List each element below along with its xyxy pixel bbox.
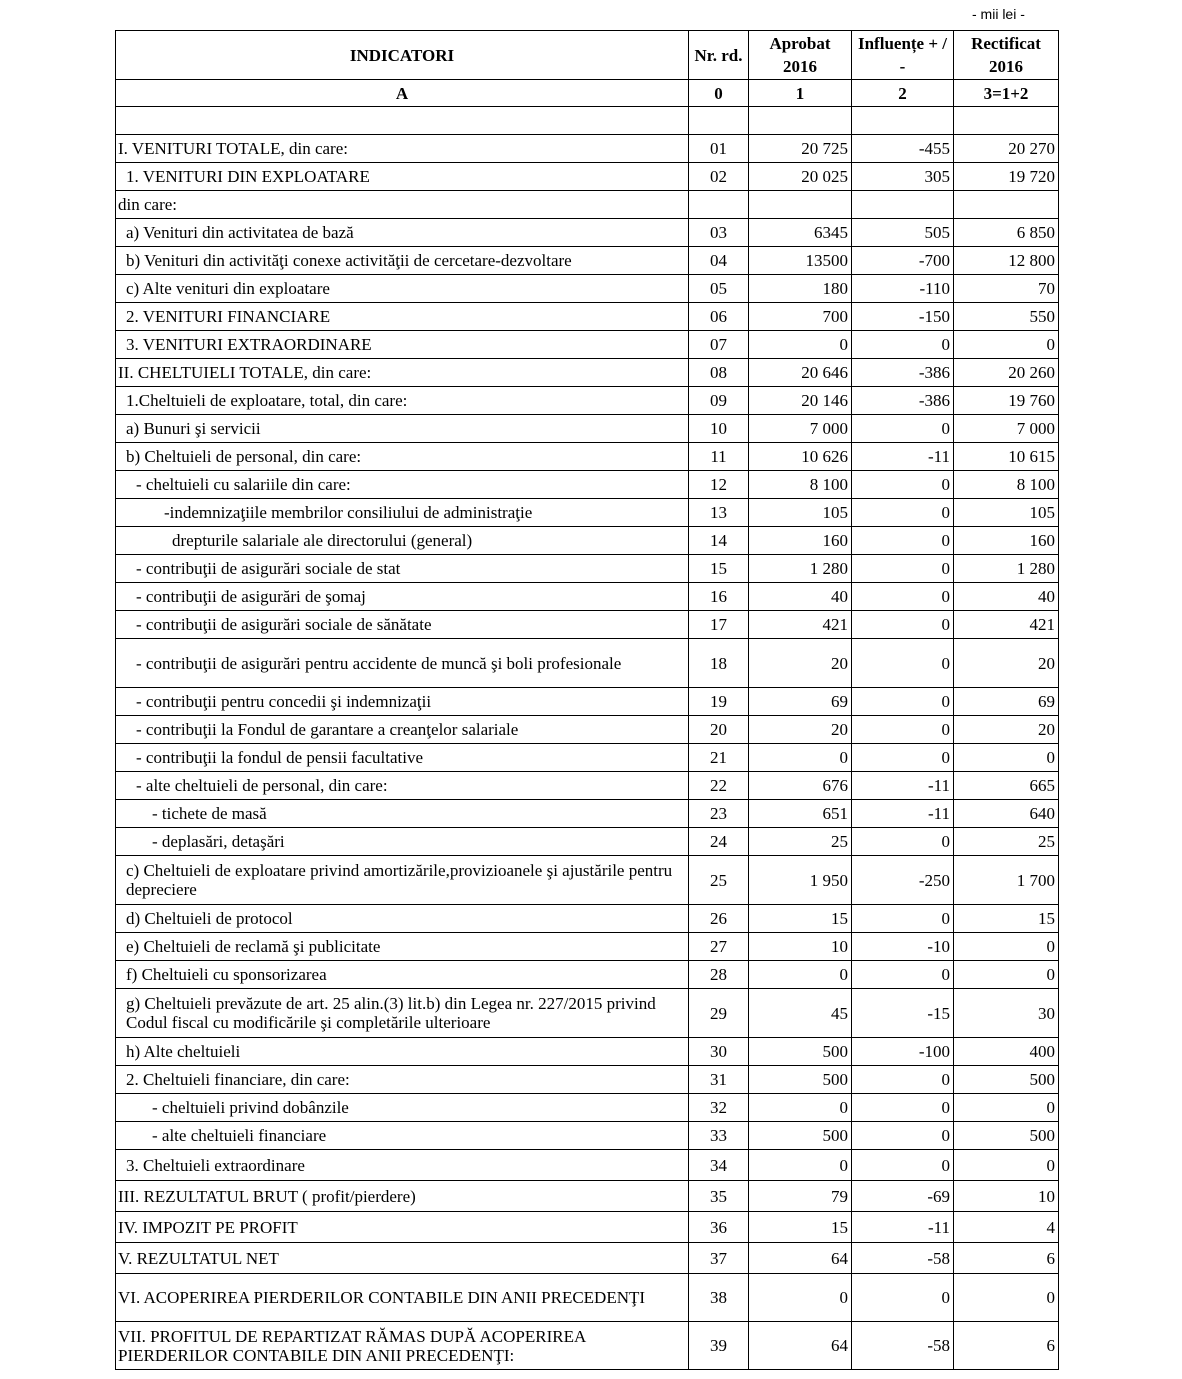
column-code: 2 (852, 80, 954, 107)
row-label: - alte cheltuieli de personal, din care: (116, 772, 689, 800)
value-rectificat: 105 (954, 499, 1059, 527)
value-rectificat: 400 (954, 1038, 1059, 1066)
value-rectificat: 12 800 (954, 247, 1059, 275)
row-number: 23 (689, 800, 749, 828)
row-number: 26 (689, 905, 749, 933)
value-rectificat: 0 (954, 1274, 1059, 1322)
row-number: 29 (689, 989, 749, 1038)
value-rectificat: 665 (954, 772, 1059, 800)
value-influente (852, 107, 954, 135)
value-influente: -386 (852, 387, 954, 415)
row-label: 3. VENITURI EXTRAORDINARE (116, 331, 689, 359)
value-influente: 0 (852, 583, 954, 611)
row-number: 05 (689, 275, 749, 303)
value-aprobat: 45 (749, 989, 852, 1038)
row-label: - contribuţii de asigurări de şomaj (116, 583, 689, 611)
row-label: e) Cheltuieli de reclamă şi publicitate (116, 933, 689, 961)
value-rectificat: 550 (954, 303, 1059, 331)
value-aprobat: 500 (749, 1122, 852, 1150)
row-number: 22 (689, 772, 749, 800)
row-number: 01 (689, 135, 749, 163)
row-label: - alte cheltuieli financiare (116, 1122, 689, 1150)
value-aprobat: 0 (749, 331, 852, 359)
value-influente: 0 (852, 527, 954, 555)
row-label: I. VENITURI TOTALE, din care: (116, 135, 689, 163)
column-code: 0 (689, 80, 749, 107)
value-influente: 0 (852, 828, 954, 856)
value-influente: 0 (852, 1122, 954, 1150)
table-row (116, 107, 1059, 135)
row-number: 19 (689, 688, 749, 716)
header-row (116, 31, 1059, 80)
value-rectificat: 20 (954, 639, 1059, 688)
row-label: V. REZULTATUL NET (116, 1243, 689, 1274)
row-label: 3. Cheltuieli extraordinare (116, 1150, 689, 1181)
table-row (116, 359, 1059, 387)
value-aprobat: 6345 (749, 219, 852, 247)
value-rectificat: 20 260 (954, 359, 1059, 387)
row-number: 31 (689, 1066, 749, 1094)
value-rectificat: 7 000 (954, 415, 1059, 443)
table-row (116, 828, 1059, 856)
row-number: 24 (689, 828, 749, 856)
row-label (116, 107, 689, 135)
value-aprobat: 0 (749, 1150, 852, 1181)
column-code: 3=1+2 (954, 80, 1059, 107)
table-row (116, 191, 1059, 219)
value-influente: 0 (852, 611, 954, 639)
value-aprobat: 105 (749, 499, 852, 527)
table-row (116, 961, 1059, 989)
table-row (116, 1122, 1059, 1150)
value-influente: -15 (852, 989, 954, 1038)
value-aprobat: 1 950 (749, 856, 852, 905)
row-label: b) Cheltuieli de personal, din care: (116, 443, 689, 471)
row-label: a) Bunuri şi servicii (116, 415, 689, 443)
value-rectificat: 20 (954, 716, 1059, 744)
row-number: 21 (689, 744, 749, 772)
table-row (116, 275, 1059, 303)
column-code: A (116, 80, 689, 107)
table-row (116, 499, 1059, 527)
value-influente: -10 (852, 933, 954, 961)
row-label: - contribuţii la Fondul de garantare a creanţelor salariale (116, 716, 689, 744)
value-influente: -58 (852, 1322, 954, 1370)
value-influente: 505 (852, 219, 954, 247)
budget-table (115, 30, 1059, 1370)
value-influente: 0 (852, 555, 954, 583)
table-row (116, 744, 1059, 772)
table-row (116, 1094, 1059, 1122)
value-influente: -11 (852, 443, 954, 471)
value-aprobat: 64 (749, 1243, 852, 1274)
value-aprobat (749, 107, 852, 135)
value-influente: -386 (852, 359, 954, 387)
value-influente: -58 (852, 1243, 954, 1274)
row-label: - tichete de masă (116, 800, 689, 828)
value-influente: 0 (852, 471, 954, 499)
table-row (116, 135, 1059, 163)
column-code: 1 (749, 80, 852, 107)
row-number: 35 (689, 1181, 749, 1212)
table-row (116, 1066, 1059, 1094)
value-aprobat: 10 (749, 933, 852, 961)
row-label: din care: (116, 191, 689, 219)
table-row (116, 555, 1059, 583)
row-label: - contribuţii de asigurări sociale de stat (116, 555, 689, 583)
value-influente: 0 (852, 499, 954, 527)
value-influente: -455 (852, 135, 954, 163)
value-rectificat: 30 (954, 989, 1059, 1038)
row-number: 37 (689, 1243, 749, 1274)
value-influente: -11 (852, 772, 954, 800)
table-row (116, 471, 1059, 499)
table-row (116, 1322, 1059, 1370)
table-row (116, 527, 1059, 555)
value-aprobat: 20 (749, 716, 852, 744)
value-aprobat: 180 (749, 275, 852, 303)
row-label: - cheltuieli privind dobânzile (116, 1094, 689, 1122)
value-aprobat: 0 (749, 744, 852, 772)
value-influente: -11 (852, 800, 954, 828)
value-influente: -150 (852, 303, 954, 331)
row-label: 1.Cheltuieli de exploatare, total, din care: (116, 387, 689, 415)
row-number: 33 (689, 1122, 749, 1150)
table-row (116, 611, 1059, 639)
value-aprobat: 500 (749, 1066, 852, 1094)
value-influente: 305 (852, 163, 954, 191)
value-aprobat: 25 (749, 828, 852, 856)
row-number: 12 (689, 471, 749, 499)
value-aprobat: 500 (749, 1038, 852, 1066)
row-number: 30 (689, 1038, 749, 1066)
value-rectificat: 0 (954, 961, 1059, 989)
row-number: 27 (689, 933, 749, 961)
value-influente: 0 (852, 1066, 954, 1094)
row-label: c) Cheltuieli de exploatare privind amortizările,provizioanele şi ajustările pentru depreciere (116, 856, 689, 905)
row-number: 10 (689, 415, 749, 443)
row-number: 38 (689, 1274, 749, 1322)
table-row (116, 1150, 1059, 1181)
value-aprobat: 64 (749, 1322, 852, 1370)
value-rectificat: 0 (954, 1094, 1059, 1122)
row-number: 39 (689, 1322, 749, 1370)
value-rectificat: 19 720 (954, 163, 1059, 191)
header-influente: Influențe + / - (852, 31, 954, 80)
row-label: IV. IMPOZIT PE PROFIT (116, 1212, 689, 1243)
value-influente: 0 (852, 415, 954, 443)
value-rectificat: 500 (954, 1066, 1059, 1094)
table-row (116, 989, 1059, 1038)
value-aprobat: 421 (749, 611, 852, 639)
value-rectificat: 1 700 (954, 856, 1059, 905)
value-rectificat: 69 (954, 688, 1059, 716)
row-label: III. REZULTATUL BRUT ( profit/pierdere) (116, 1181, 689, 1212)
value-aprobat: 0 (749, 1094, 852, 1122)
value-aprobat (749, 191, 852, 219)
value-influente (852, 191, 954, 219)
value-influente: 0 (852, 688, 954, 716)
value-rectificat: 25 (954, 828, 1059, 856)
row-number: 09 (689, 387, 749, 415)
row-label: f) Cheltuieli cu sponsorizarea (116, 961, 689, 989)
row-label: - contribuţii la fondul de pensii facultative (116, 744, 689, 772)
table-row (116, 639, 1059, 688)
table-row (116, 800, 1059, 828)
table-row (116, 1243, 1059, 1274)
row-number: 28 (689, 961, 749, 989)
row-label: VI. ACOPERIREA PIERDERILOR CONTABILE DIN ANII PRECEDENŢI (116, 1274, 689, 1322)
value-aprobat: 15 (749, 1212, 852, 1243)
table-body (116, 107, 1059, 1370)
row-number: 06 (689, 303, 749, 331)
value-aprobat: 0 (749, 961, 852, 989)
table-row (116, 163, 1059, 191)
row-label: b) Venituri din activităţi conexe activităţii de cercetare-dezvoltare (116, 247, 689, 275)
table-row (116, 303, 1059, 331)
value-influente: 0 (852, 1274, 954, 1322)
table-row (116, 415, 1059, 443)
value-rectificat: 20 270 (954, 135, 1059, 163)
row-label: - contribuţii de asigurări sociale de sănătate (116, 611, 689, 639)
row-number: 07 (689, 331, 749, 359)
value-influente: 0 (852, 1094, 954, 1122)
table-row (116, 247, 1059, 275)
value-rectificat: 640 (954, 800, 1059, 828)
value-influente: 0 (852, 716, 954, 744)
table-row (116, 443, 1059, 471)
row-number: 02 (689, 163, 749, 191)
value-rectificat: 19 760 (954, 387, 1059, 415)
value-rectificat: 0 (954, 331, 1059, 359)
row-label: - deplasări, detaşări (116, 828, 689, 856)
value-aprobat: 15 (749, 905, 852, 933)
row-number: 08 (689, 359, 749, 387)
value-aprobat: 651 (749, 800, 852, 828)
value-influente: -69 (852, 1181, 954, 1212)
row-label: g) Cheltuieli prevăzute de art. 25 alin.(3) lit.b) din Legea nr. 227/2015 privind Codul fiscal cu modificările şi completările ulterioare (116, 989, 689, 1038)
value-rectificat: 500 (954, 1122, 1059, 1150)
value-rectificat: 15 (954, 905, 1059, 933)
value-influente: 0 (852, 1150, 954, 1181)
value-rectificat: 10 (954, 1181, 1059, 1212)
value-rectificat: 6 850 (954, 219, 1059, 247)
table-row (116, 331, 1059, 359)
value-influente: 0 (852, 905, 954, 933)
table-row (116, 772, 1059, 800)
row-label: - contribuţii de asigurări pentru accidente de muncă şi boli profesionale (116, 639, 689, 688)
value-rectificat: 0 (954, 1150, 1059, 1181)
value-rectificat: 70 (954, 275, 1059, 303)
table-row (116, 1274, 1059, 1322)
row-label: h) Alte cheltuieli (116, 1038, 689, 1066)
value-influente: 0 (852, 639, 954, 688)
value-aprobat: 20 725 (749, 135, 852, 163)
row-label: d) Cheltuieli de protocol (116, 905, 689, 933)
value-influente: 0 (852, 744, 954, 772)
value-aprobat: 676 (749, 772, 852, 800)
value-influente: -100 (852, 1038, 954, 1066)
value-rectificat: 421 (954, 611, 1059, 639)
header-indicatori: INDICATORI (116, 31, 689, 80)
row-label: 1. VENITURI DIN EXPLOATARE (116, 163, 689, 191)
value-rectificat: 6 (954, 1243, 1059, 1274)
value-aprobat: 79 (749, 1181, 852, 1212)
table-row (116, 933, 1059, 961)
value-influente: -110 (852, 275, 954, 303)
column-code-row (116, 80, 1059, 107)
row-number: 03 (689, 219, 749, 247)
value-aprobat: 1 280 (749, 555, 852, 583)
table-row (116, 387, 1059, 415)
row-number: 04 (689, 247, 749, 275)
row-number: 25 (689, 856, 749, 905)
value-influente: 0 (852, 961, 954, 989)
row-number: 32 (689, 1094, 749, 1122)
table-row (116, 856, 1059, 905)
row-label: 2. Cheltuieli financiare, din care: (116, 1066, 689, 1094)
table-row (116, 583, 1059, 611)
value-influente: -11 (852, 1212, 954, 1243)
value-aprobat: 69 (749, 688, 852, 716)
table-row (116, 716, 1059, 744)
row-number (689, 191, 749, 219)
unit-label: - mii lei - (972, 6, 1025, 22)
value-rectificat: 0 (954, 744, 1059, 772)
value-rectificat: 8 100 (954, 471, 1059, 499)
value-aprobat: 20 025 (749, 163, 852, 191)
value-rectificat: 4 (954, 1212, 1059, 1243)
value-aprobat: 20 646 (749, 359, 852, 387)
row-label: drepturile salariale ale directorului (general) (116, 527, 689, 555)
value-aprobat: 7 000 (749, 415, 852, 443)
value-rectificat (954, 191, 1059, 219)
table-row (116, 688, 1059, 716)
value-aprobat: 0 (749, 1274, 852, 1322)
value-aprobat: 13500 (749, 247, 852, 275)
value-rectificat: 160 (954, 527, 1059, 555)
value-influente: -700 (852, 247, 954, 275)
table-row (116, 219, 1059, 247)
value-aprobat: 20 (749, 639, 852, 688)
row-label: VII. PROFITUL DE REPARTIZAT RĂMAS DUPĂ ACOPERIREA PIERDERILOR CONTABILE DIN ANII PRECEDENŢI: (116, 1322, 689, 1370)
table-row (116, 1181, 1059, 1212)
row-label: - contribuţii pentru concedii şi indemnizaţii (116, 688, 689, 716)
value-influente: -250 (852, 856, 954, 905)
row-number: 11 (689, 443, 749, 471)
value-rectificat: 1 280 (954, 555, 1059, 583)
table-row (116, 1212, 1059, 1243)
value-rectificat: 10 615 (954, 443, 1059, 471)
header-rectificat: Rectificat 2016 (954, 31, 1059, 80)
row-number: 13 (689, 499, 749, 527)
row-number: 14 (689, 527, 749, 555)
value-aprobat: 10 626 (749, 443, 852, 471)
table-row (116, 905, 1059, 933)
row-number: 36 (689, 1212, 749, 1243)
row-label: II. CHELTUIELI TOTALE, din care: (116, 359, 689, 387)
row-label: c) Alte venituri din exploatare (116, 275, 689, 303)
header-aprobat: Aprobat 2016 (749, 31, 852, 80)
header-nr: Nr. rd. (689, 31, 749, 80)
row-label: 2. VENITURI FINANCIARE (116, 303, 689, 331)
row-label: -indemnizaţiile membrilor consiliului de administraţie (116, 499, 689, 527)
row-number: 34 (689, 1150, 749, 1181)
row-number: 20 (689, 716, 749, 744)
row-number: 18 (689, 639, 749, 688)
row-label: a) Venituri din activitatea de bază (116, 219, 689, 247)
value-aprobat: 160 (749, 527, 852, 555)
value-aprobat: 8 100 (749, 471, 852, 499)
value-rectificat: 6 (954, 1322, 1059, 1370)
row-number: 16 (689, 583, 749, 611)
value-rectificat (954, 107, 1059, 135)
value-rectificat: 40 (954, 583, 1059, 611)
value-aprobat: 40 (749, 583, 852, 611)
row-number: 15 (689, 555, 749, 583)
table-row (116, 1038, 1059, 1066)
value-rectificat: 0 (954, 933, 1059, 961)
row-number (689, 107, 749, 135)
value-aprobat: 20 146 (749, 387, 852, 415)
row-number: 17 (689, 611, 749, 639)
row-label: - cheltuieli cu salariile din care: (116, 471, 689, 499)
value-influente: 0 (852, 331, 954, 359)
value-aprobat: 700 (749, 303, 852, 331)
